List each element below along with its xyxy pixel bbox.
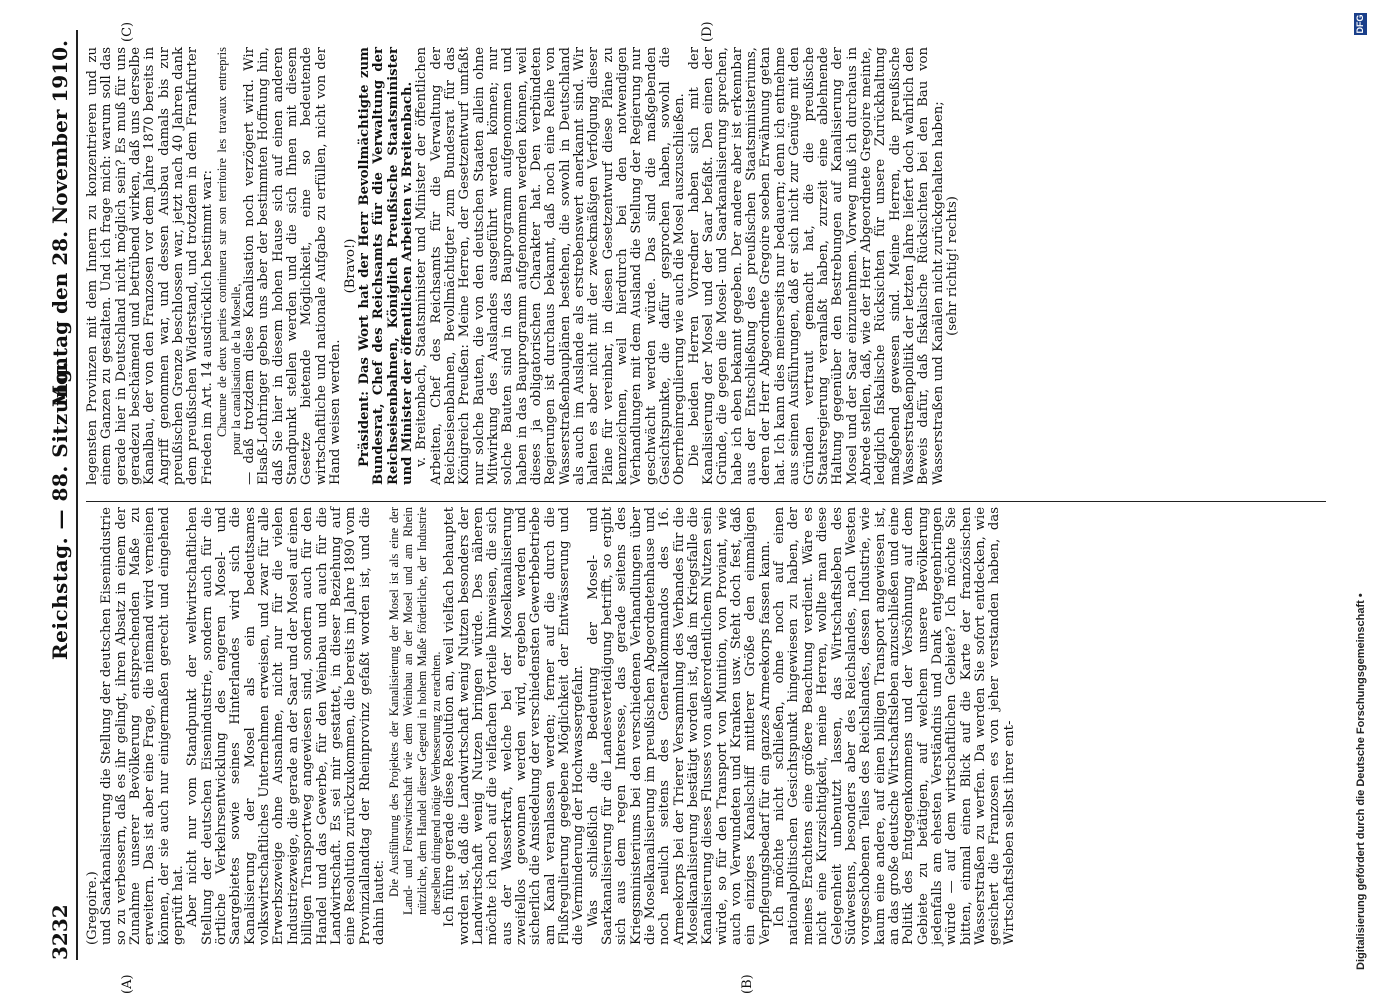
right-column bbox=[86, 47, 960, 485]
page-number: 3232 bbox=[48, 904, 72, 960]
margin-marker-c: (C) bbox=[120, 21, 135, 42]
interjection: (sehr richtig! rechts) bbox=[944, 196, 960, 336]
paragraph: Was schließlich die Bedeutung der Mosel- und Saarkanalisierung für die Landesverteidigung betrifft, so ergibt sich aus dem regen Interesse, das gerade seitens des Kriegsministeriums bei den verschiedenen Verhandlungen über die Moselkanalisierung im preußischen Abgeordnetenhause und noch neulich seitens des Generalkommandos des 16. Armeekorps bei der Trierer Versammlung des Verbandes für die Moselkanalisierung bestätigt worden ist, daß im Kriegsfalle die Kanalisierung dieses Flusses von außerordentlichem Nutzen sein würde, so für den Transport von Munition, von Proviant, wie auch von Verwundeten und Kranken usw. Steht doch fest, daß ein einziges Kanalschiff mittlerer Größe den einmaligen Verpflegungsbedarf für ein ganzes Armeekorps fassen kann. bbox=[585, 507, 773, 945]
margin-marker-d: (D) bbox=[700, 21, 715, 42]
digitization-credit: Digitalisierung gefördert durch die Deutsche Forschungsgemeinschaft • bbox=[1355, 593, 1367, 970]
dfg-logo: DFG bbox=[1355, 14, 1365, 34]
page-header bbox=[40, 30, 78, 960]
speaker-tag: (Gregoire.) bbox=[85, 871, 100, 945]
paragraph: legensten Provinzen mit dem Innern zu konzentrieren und zu einem Ganzen zu gestalten. Und ich frage mich: warum soll das gerade hier in Deutschland nicht möglich sein? Es muß für uns geradezu beschämend und betrübend wirken, daß uns derselbe Kanalbau, der von den Franzosen vor dem Jahre 1870 bereits in Angriff genommen war, und dessen Ausbau damals bis zur preußischen Grenze beschlossen war, jetzt nach 40 Jahren dank dem preußischen Widerstand, und trotzdem in dem Frankfurter Frieden im Art. 14 ausdrücklich bestimmt war: bbox=[85, 47, 215, 485]
paragraph: v. Breitenbach, Staatsminister und Minister der öffentlichen Arbeiten, Chef des Reichsamts für die Verwaltung der Reichseisenbahnen, Bevollmächtigter zum Bundesrat für das Königreich Preußen: Meine Herren, der Gesetzentwurf umfaßt nur solche Bauten, die von den deutschen Staaten allein ohne Mitwirkung des Auslandes ausgeführt werden können; nur solche Bauten sind in das Bauprogramm aufgenommen und haben in das Bauprogramm aufgenommen werden können, weil dieses ja obligatorischen Charakter hat. Den verbündeten Regierungen ist durchaus bekannt, daß noch eine Reihe von Wasserstraßenbauplänen bestehen, die sowohl in Deutschland als auch im Auslande als erstrebenswert anerkannt sind. Wir halten es aber nicht mit der zweckmäßigen Verfolgung dieser Pläne für vereinbar, in diesen Gesetzentwurf diese Pläne zu kennzeichnen, weil hierdurch bei den notwendigen Verhandlungen mit dem Ausland die Stellung der Regierung nur geschwächt werden würde. Das sind die maßgebenden Gesichtspunkte, die dafür gesprochen haben, sowohl die Oberrheinregulierung wie auch die Mosel auszuschließen. bbox=[414, 47, 688, 485]
left-column bbox=[86, 507, 1017, 945]
margin-marker-a: (A) bbox=[120, 974, 135, 994]
session-date: Montag den 28. November 1910. bbox=[48, 40, 72, 408]
column-divider bbox=[86, 501, 1326, 502]
margin-marker-b: (B) bbox=[740, 974, 755, 994]
block-quote: Die Ausführung des Projektes der Kanalisierung der Mosel ist als eine der Land- und Forstwirtschaft wie dem Weinbau an der Mosel und am Rhein nützliche, dem Handel dieser Gegend in hohem Maße förderliche, der Industrie derselben dringend nötige Verbesserung zu erachten. bbox=[387, 507, 444, 915]
running-title: Reichstag. — 88. Sitzung. bbox=[48, 361, 72, 660]
interjection: (Bravo!) bbox=[342, 238, 358, 294]
french-quote: Chacune de deux parties continuera sur son territoire les travaux entrepris pour la canalisation de la Moselle, bbox=[215, 47, 244, 455]
paragraph: und Saarkanalisierung die Stellung der deutschen Eisenindustrie so zu verbessern, daß es ihr gelingt, ihren Absatz in einem der Zunahme unserer Bevölkerung entsprechenden Maße zu erweitern. Das ist aber eine Frage, die niemand wird verneinen können, der sie auch nur einigermaßen gerecht und eingehend geprüft hat. bbox=[99, 507, 187, 945]
paragraph: Ich möchte nicht schließen, ohne noch auf einen nationalpolitischen Gesichtspunkt hingewiesen zu haben, der meines Erachtens eine größere Beachtung verdient. Wäre es nicht eine Kurzsichtigkeit, meine Herren, wollte man diese Gelegenheit unbenutzt lassen, das Wirtschaftsleben des Südwestens, besonders aber des Reichslandes, nach Westen vorgeschobenen Teiles des Reichslandes, dessen Industrie, wie kaum eine andere, auf einen billigen Transport angewiesen ist, an das große deutsche Wirtschaftsleben anzuschließen und eine Politik des Entgegenkommens und der Versöhnung auf dem Gebiete zu betätigen, auf welchem unsere Bevölkerung jedenfalls am ehesten Verständnis und Dank entgegenbringen würde — auf dem wirtschaftlichen Gebiete? Ich möchte Sie bitten, einmal einen Blick auf die Karte der französischen Wasserstraßen zu werfen. Da werden Sie sofort entdecken, wie gesichert die Franzosen es von jeher verstanden haben, das Wirtschaftsleben selbst ihrer ent- bbox=[772, 507, 1017, 945]
paragraph: Die beiden Herren Vorredner haben sich mit der Kanalisierung der Mosel und der Saar befaßt. Den einen der Gründe, die gegen die Mosel- und Saarkanalisierung sprechen, habe ich eben bekannt gegeben. Der andere aber ist erkennbar aus der Entschließung des preußischen Staatsministeriums, deren der Herr Abgeordnete Gregoire soeben Erwähnung getan hat. Ich kann dies meinerseits nur bedauern; denn ich entnehme aus seinen Ausführungen, daß er sich nicht zur Genüge mit den Gründen vertraut gemacht hat, die die preußische Staatsregierung veranlaßt haben, zurzeit eine ablehnende Haltung gegenüber den Bestrebungen auf Kanalisierung der Mosel und der Saar einzunehmen. Vorweg muß ich durchaus in Abrede stellen, daß, wie der Herr Abgeordnete Gregoire meinte, lediglich fiskalische Rücksichten für unsere Zurückhaltung maßgebend gewesen sind. Meine Herren, die preußische Wasserstraßenpolitik der letzten Jahre liefert doch wahrlich den Beweis dafür, daß fiskalische Rücksichten bei den Bau von Wasserstraßen und Kanälen nicht zurückgehalten haben; bbox=[686, 47, 946, 485]
paragraph: — daß trotzdem diese Kanalisation noch verzögert wird. Wir Elsaß-Lothringer geben uns aber der bestimmten Hoffnung hin, daß Sie hier in diesem hohen Hause sich auf einen anderen Standpunkt stellen werden und die sich Ihnen mit diesem Gesetze bietende Möglichkeit, eine so bedeutende wirtschaftliche und nationale Aufgabe zu erfüllen, nicht von der Hand weisen werden. bbox=[242, 47, 344, 485]
paragraph: Ich führe gerade diese Resolution an, weil vielfach behauptet worden ist, daß die Landwirtschaft wenig Nutzen besonders der Landwirtschaft wenig Nutzen bringen würde. Des näheren möchte ich noch auf die vielfachen Vorteile hinweisen, die sich aus der Wasserkraft, welche bei der Moselkanalisierung zweifellos gewonnen werden wird, ergeben werden und sicherlich die Ansiedelung der verschiedensten Gewerbebetriebe am Kanal veranlassen werden; ferner auf die durch die Flußregulierung gegebene Möglichkeit der Entwässerung und die Verminderung der Hochwassergefahr. bbox=[442, 507, 587, 945]
paragraph: Aber nicht nur vom Standpunkt der weltwirtschaftlichen Stellung der deutschen Eisenindustrie, sondern auch für die örtliche Verkehrsentwicklung des engeren Mosel- und Saargebietes sowie seines Hinterlandes wird sich die Kanalisierung der Mosel als ein bedeutsames volkswirtschaftliches Unternehmen erweisen, und zwar für alle Erwerbszweige ohne Ausnahme, nicht nur für die vielen Industriezweige, die gerade an der Saar und der Mosel auf einen billigen Transportweg angewiesen sind, sondern auch für den Handel und das Gewerbe, für den Weinbau und auch für die Landwirtschaft. Es sei mir gestattet, in dieser Beziehung auf eine Resolution zurückzukommen, die bereits im Jahre 1890 vom Provinziallandtag der Rheinprovinz gefaßt worden ist, und die dahin lautet: bbox=[185, 507, 387, 945]
president-remark: Präsident: Das Wort hat der Herr Bevollmächtigte zum Bundesrat, Chef des Reichsamts für die Verwaltung der Reichseisenbahnen, Königlich Preußische Staatsminister und Minister der öffentlichen Arbeiten v. Breitenbach. bbox=[356, 47, 415, 485]
